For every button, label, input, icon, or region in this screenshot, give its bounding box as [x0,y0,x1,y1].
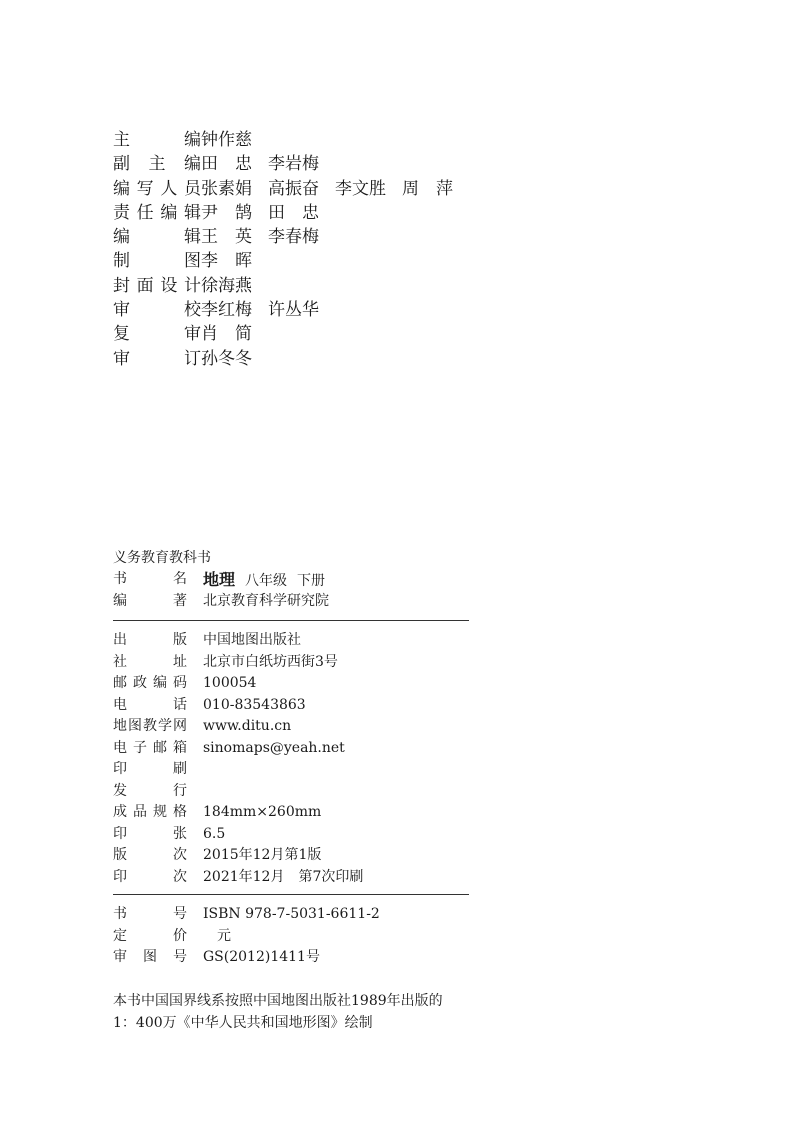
pub-label: 印次 [113,868,187,885]
book-title-label: 书名 [113,571,187,587]
credit-label: 制图 [113,251,201,272]
credit-row [113,322,469,346]
price-row [113,926,469,948]
pub-value: 100054 [203,675,257,691]
pub-row [113,759,469,781]
credit-label: 副主编 [113,154,201,175]
price-value: 元 [203,927,231,944]
credit-value [201,201,335,225]
credit-row [113,201,469,225]
credit-value [201,128,268,152]
credit-row [113,347,469,371]
pub-value: 中国地图出版社 [203,632,301,648]
book-author-label: 编著 [113,592,187,609]
credit-row [113,274,469,298]
credit-value [201,347,268,371]
credit-label: 复审 [113,324,201,345]
credit-label: 主编 [113,130,201,150]
credit-row [113,249,469,273]
credit-name: 田 忠 [268,202,319,223]
pub-row [113,652,469,674]
book-grade: 八年级 [245,573,288,589]
map-review-label: 审图号 [113,949,187,965]
credit-name: 尹 鹄 [201,202,252,223]
pub-row [113,824,469,846]
credit-name: 李 晖 [201,251,252,272]
pub-row [113,673,469,695]
isbn-value: ISBN 978-7-5031-6611-2 [203,906,380,922]
credit-value [201,152,335,176]
book-author: 北京教育科学研究院 [203,592,329,609]
pub-value: 184mm×260mm [203,804,322,820]
credit-label: 编辑 [113,227,201,248]
book-title: 地理 [203,570,236,589]
pub-label: 社址 [113,653,187,670]
pub-row [113,867,469,889]
credit-value [201,274,268,298]
credit-name: 徐海燕 [201,275,252,296]
pub-row [113,738,469,760]
credit-value [201,298,335,322]
credit-row [113,225,469,249]
credit-name: 肖 简 [201,324,252,345]
series-title: 义务教育教科书 [113,550,211,566]
credit-label: 审订 [113,348,201,369]
credit-name: 李文胜 [335,178,386,199]
pub-row [113,695,469,717]
pub-row [113,802,469,824]
credit-name: 高振奋 [268,178,319,199]
book-author-row [113,591,469,613]
boundary-note [113,990,443,1034]
isbn-row [113,904,469,926]
credit-name: 张素娟 [201,178,252,199]
credit-name: 李红梅 [201,300,252,321]
publication-info [113,630,469,888]
isbn-label: 书号 [113,906,187,922]
price-label: 定价 [113,927,187,944]
pub-label: 印张 [113,825,187,842]
pub-label: 电子邮箱 [113,739,187,756]
map-review-row [113,947,469,969]
book-title-row [113,569,469,591]
map-review-value: GS(2012)1411号 [203,949,320,965]
boundary-note-line: 1：400万《中华人民共和国地形图》绘制 [113,1015,373,1031]
credit-label: 责任编辑 [113,202,201,223]
isbn-info [113,904,469,969]
pub-value: 6.5 [203,825,226,842]
credit-name: 孙冬冬 [201,348,252,369]
pub-row [113,630,469,652]
credit-row [113,298,469,322]
pub-label: 出版 [113,632,187,648]
credit-name: 田 忠 [201,154,252,175]
pub-label: 地图教学网 [113,718,187,734]
pub-value: 2021年12月 第7次印刷 [203,868,364,885]
pub-label: 印刷 [113,761,187,777]
credit-row [113,128,469,152]
pub-value: 北京市白纸坊西街3号 [203,653,338,670]
credit-name: 钟作慈 [201,130,252,150]
credits-list [113,128,469,371]
pub-value: 2015年12月第1版 [203,847,322,863]
pub-row [113,845,469,867]
credit-value [201,249,268,273]
book-title-value [203,569,335,591]
pub-value: sinomaps@yeah.net [203,739,345,756]
credit-name: 王 英 [201,227,252,248]
pub-label: 版次 [113,847,187,863]
book-volume: 下册 [297,573,326,589]
pub-value: 010-83543863 [203,696,306,713]
credit-name: 李岩梅 [268,154,319,175]
credit-label: 编写人员 [113,178,201,199]
boundary-note-line: 本书中国国界线系按照中国地图出版社1989年出版的 [113,993,443,1009]
credit-label: 审校 [113,300,201,321]
credit-value [201,177,469,201]
credit-label: 封面设计 [113,275,201,296]
credit-row [113,152,469,176]
credit-name: 周 萍 [402,178,453,199]
pub-row [113,781,469,803]
pub-label: 电话 [113,696,187,713]
pub-label: 成品规格 [113,804,187,820]
pub-value: www.ditu.cn [203,718,292,734]
credit-name: 李春梅 [268,227,319,248]
pub-label: 发行 [113,782,187,799]
credit-value [201,322,268,346]
divider-bottom [113,894,469,895]
divider-top [113,620,469,621]
pub-row [113,716,469,738]
credit-value [201,225,335,249]
book-info [113,569,469,612]
credit-name: 许丛华 [268,300,319,321]
pub-label: 邮政编码 [113,675,187,691]
credit-row [113,177,469,201]
